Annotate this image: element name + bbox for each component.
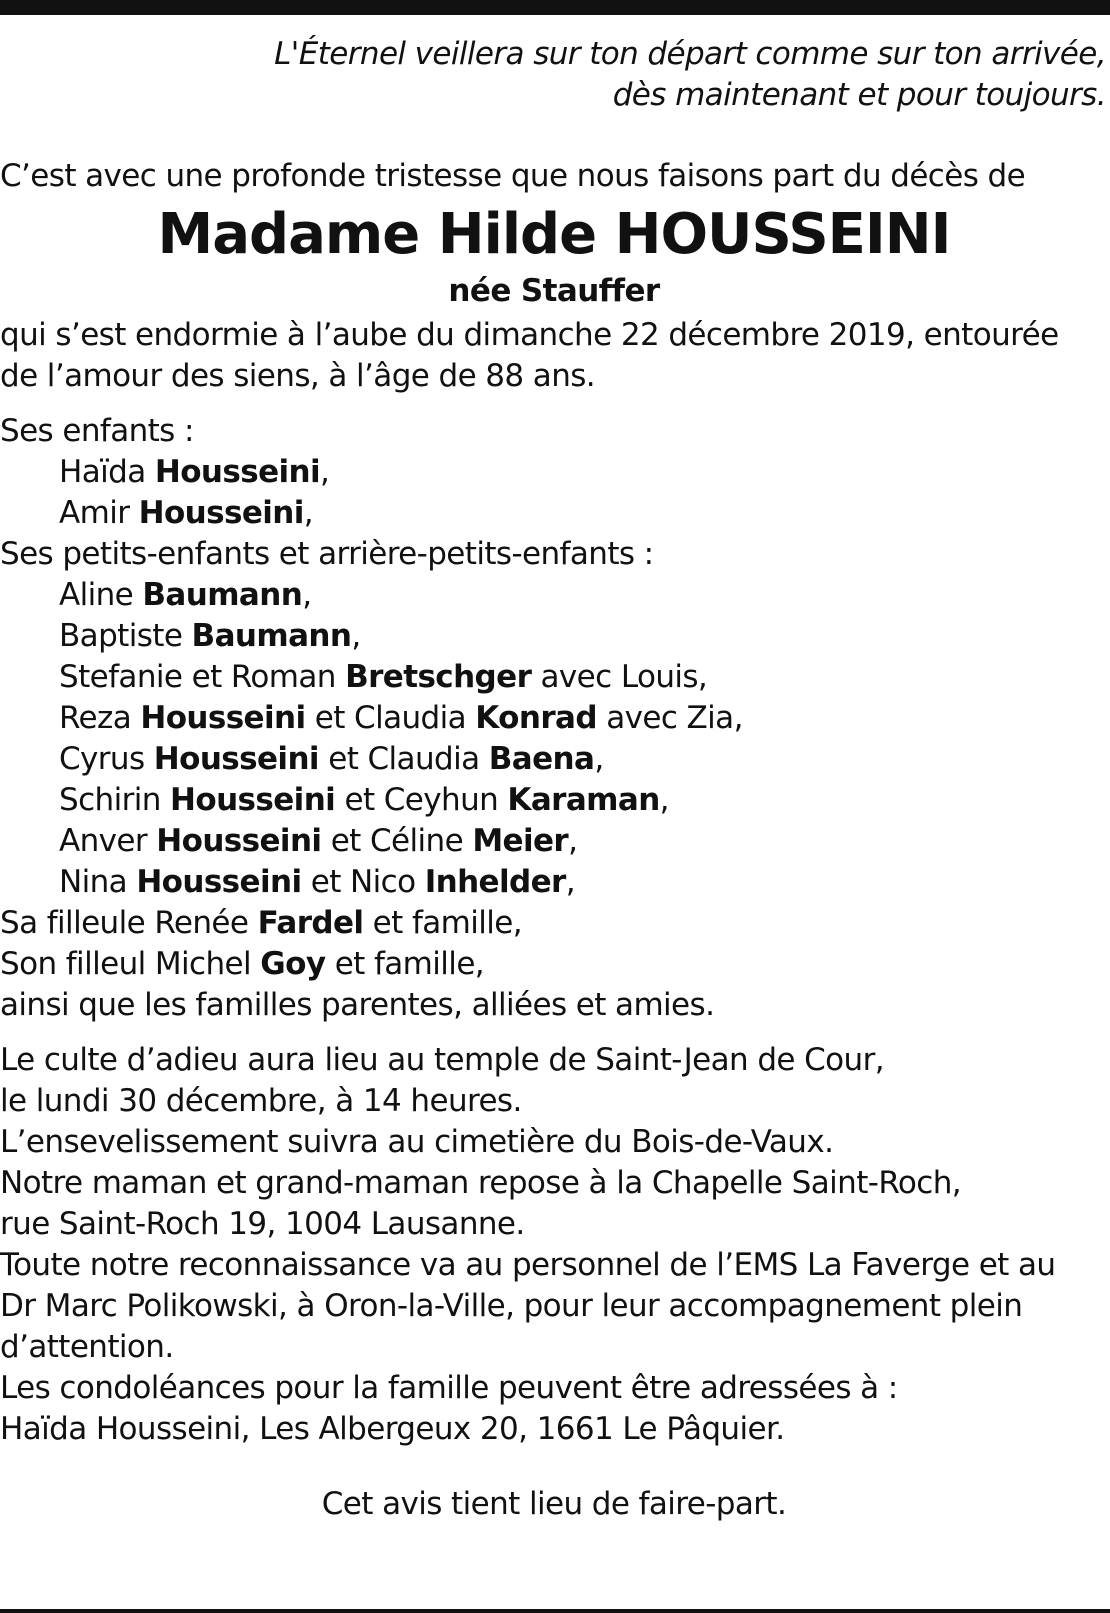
deceased-name: Madame Hilde HOUSSEINI (157, 202, 951, 267)
name-text: Ses enfants : (0, 413, 194, 449)
name-text: et famille, (363, 905, 523, 941)
name-text: Schirin (59, 782, 171, 818)
family-member-line (0, 780, 1108, 821)
name-text: Nina (59, 864, 137, 900)
name-text: Baptiste (59, 618, 192, 654)
name-text: et famille, (325, 946, 485, 982)
bottom-rule (0, 1609, 1110, 1613)
name-text: Haïda (59, 454, 155, 490)
surname: Bretschger (345, 659, 532, 695)
name-text: Anver (59, 823, 157, 859)
family-member-line (0, 452, 1108, 493)
ceremony-line: Notre maman et grand-maman repose à la Chapelle Saint-Roch, (0, 1165, 961, 1201)
name-text: et Céline (321, 823, 473, 859)
ceremony-line: Toute notre reconnaissance va au personnel de l’EMS La Faverge et au (0, 1247, 1056, 1283)
surname: Housseini (136, 864, 302, 900)
surname: Konrad (475, 700, 597, 736)
name-text: Cyrus (59, 741, 154, 777)
name-text: , (565, 864, 575, 900)
surname: Baena (488, 741, 595, 777)
name-text: et Claudia (318, 741, 489, 777)
name-text: ainsi que les familles parentes, alliées et amies. (0, 987, 715, 1023)
name-text: Son filleul Michel (0, 946, 261, 982)
family-member-line (0, 739, 1108, 780)
name-text: Reza (59, 700, 141, 736)
ceremony-line: rue Saint-Roch 19, 1004 Lausanne. (0, 1206, 525, 1242)
name-text: , (594, 741, 604, 777)
verse-line: dès maintenant et pour toujours. (612, 77, 1106, 113)
name-text: Sa filleule Renée (0, 905, 258, 941)
ceremony-line: Dr Marc Polikowski, à Oron-la-Ville, pour leur accompagnement plein (0, 1288, 1023, 1324)
ceremony-line: d’attention. (0, 1329, 174, 1365)
family-member-line (0, 698, 1108, 739)
surname: Housseini (140, 700, 306, 736)
top-rule (0, 0, 1110, 15)
maiden-name: née Stauffer (448, 273, 660, 309)
ceremony-details (0, 1040, 1108, 1450)
family-member-line (0, 575, 1108, 616)
ceremony-line: L’ensevelissement suivra au cimetière du Bois-de-Vaux. (0, 1124, 834, 1160)
surname: Housseini (153, 741, 319, 777)
closing-note: Cet avis tient lieu de faire-part. (321, 1486, 787, 1522)
surname: Inhelder (424, 864, 566, 900)
surname: Housseini (156, 823, 322, 859)
name-text: , (351, 618, 361, 654)
ceremony-line: Les condoléances pour la famille peuvent être adressées à : (0, 1370, 898, 1406)
name-text: , (303, 495, 314, 531)
verse-line: L'Éternel veillera sur ton départ comme sur ton arrivée, (274, 36, 1106, 72)
ceremony-line: Haïda Housseini, Les Albergeux 20, 1661 Le Pâquier. (0, 1411, 785, 1447)
name-text: Ses petits-enfants et arrière-petits-enfants : (0, 536, 654, 572)
death-notice-line: de l’amour des siens, à l’âge de 88 ans. (0, 358, 596, 394)
name-text: , (659, 782, 669, 818)
family-member-line (0, 944, 1108, 985)
obituary-notice (0, 34, 1108, 1525)
surname: Housseini (154, 454, 321, 490)
surname: Baumann (191, 618, 352, 654)
name-text: Aline (59, 577, 143, 613)
surname: Fardel (257, 905, 364, 941)
death-notice (0, 315, 1108, 397)
death-notice-line: qui s’est endormie à l’aube du dimanche 22 décembre 2019, entourée (0, 317, 1059, 353)
family-member-line (0, 862, 1108, 903)
surname: Baumann (142, 577, 303, 613)
family-member-line (0, 903, 1108, 944)
name-text: avec Louis, (531, 659, 708, 695)
family-member-line (0, 821, 1108, 862)
surname: Goy (260, 946, 326, 982)
name-text: Amir (59, 495, 139, 531)
surname: Meier (472, 823, 569, 859)
surname: Housseini (170, 782, 336, 818)
intro-text: C’est avec une profonde tristesse que nous faisons part du décès de (0, 158, 1026, 194)
name-text: avec Zia, (596, 700, 743, 736)
name-text: et Nico (301, 864, 425, 900)
family-member-line (0, 657, 1108, 698)
name-text: et Claudia (305, 700, 476, 736)
family-member-line (0, 493, 1108, 534)
name-text: Stefanie et Roman (59, 659, 346, 695)
family-member-line (0, 616, 1108, 657)
family-member-line (0, 985, 1108, 1026)
ceremony-line: le lundi 30 décembre, à 14 heures. (0, 1083, 522, 1119)
bible-verse (0, 34, 1108, 116)
ceremony-line: Le culte d’adieu aura lieu au temple de Saint-Jean de Cour, (0, 1042, 884, 1078)
name-text: , (568, 823, 578, 859)
name-text: , (302, 577, 312, 613)
name-text: , (320, 454, 330, 490)
family-list (0, 411, 1108, 1026)
name-text: et Ceyhun (335, 782, 508, 818)
surname: Karaman (507, 782, 660, 818)
family-member-line (0, 534, 1108, 575)
surname: Housseini (138, 495, 304, 531)
family-member-line (0, 411, 1108, 452)
